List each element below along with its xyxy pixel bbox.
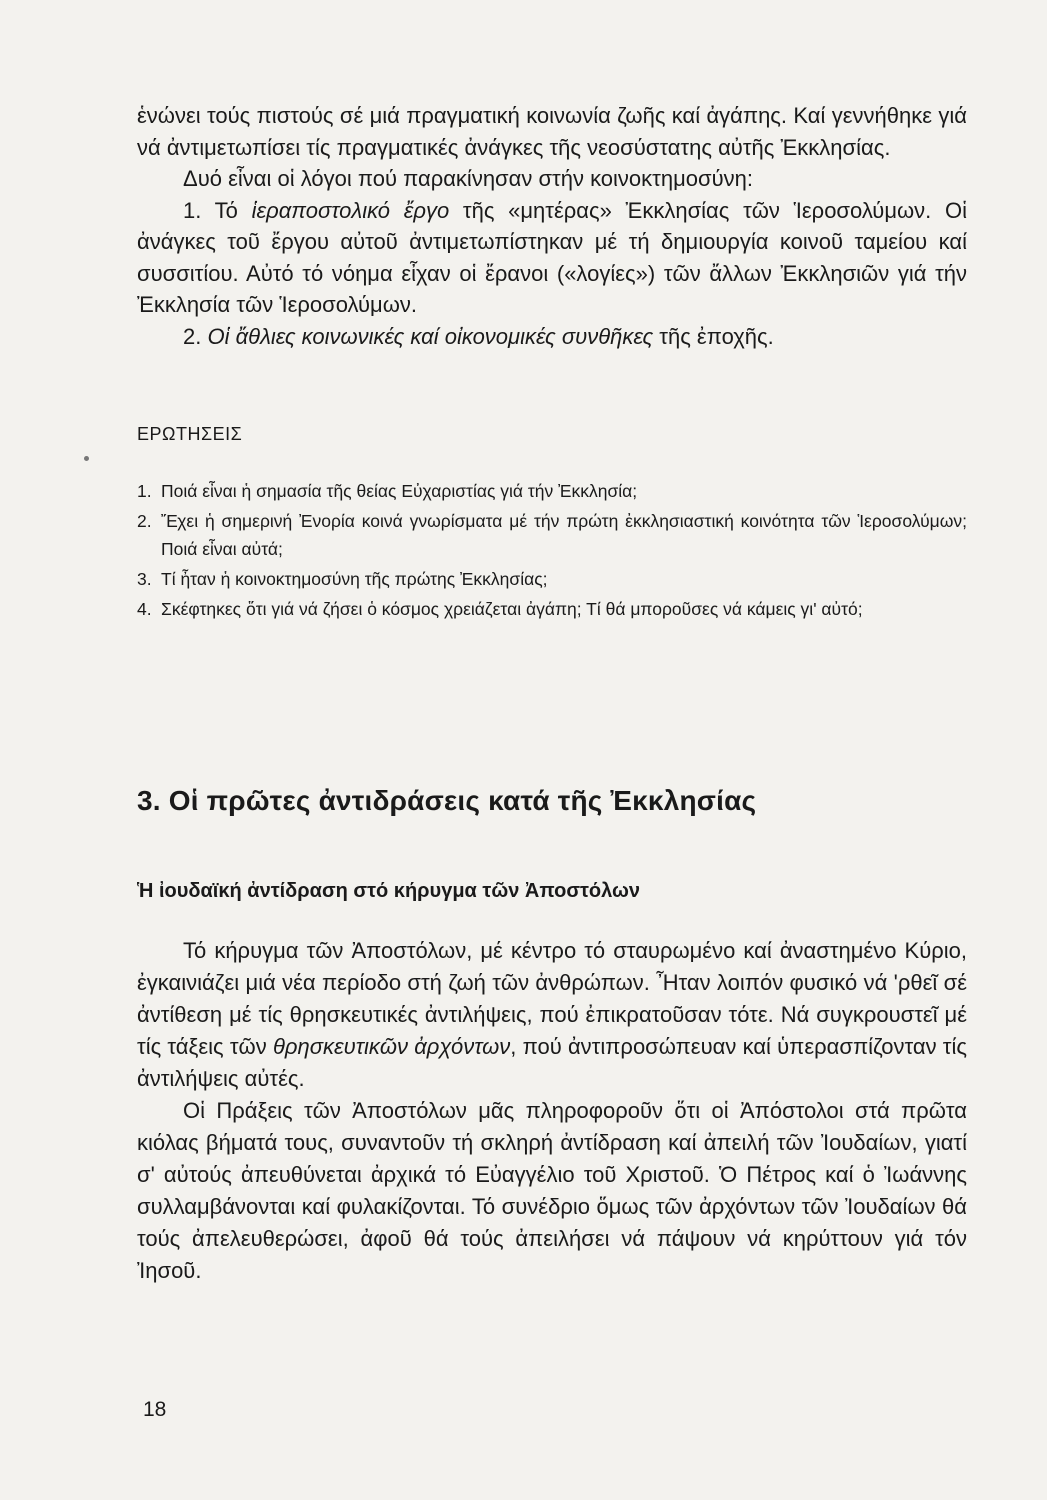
question-item [137,565,967,593]
margin-mark [84,456,89,461]
question-item [137,477,967,505]
section-paragraph-2: Οἱ Πράξεις τῶν Ἀποστόλων μᾶς πληροφοροῦν ὅτι οἱ Ἀπόστολοι στά πρῶτα κιόλας βήματά τους, συναντοῦν τή σκληρή ἀντίδραση καί ἀπειλή τῶν Ἰουδαίων, γιατί σ' αὐτούς ἀπευθύνεται ἀρχικά τό Εὐαγγέλιο τοῦ Χριστοῦ. Ὁ Πέτρος καί ὁ Ἰωάννης συλλαμβάνονται καί φυλακίζονται. Τό συνέδριο ὅμως τῶν ἀρχόντων τῶν Ἰουδαίων θά τούς ἀπελευθερώσει, ἀφοῦ θά τούς ἀπειλήσει νά πάψουν νά κηρύττουν γιά τόν Ἰησοῦ. [137,1098,967,1283]
section-body [137,935,967,1287]
reason-2-emphasis: Οἱ ἄθλιες κοινωνικές καί οἰκονομικές συνθῆκες [207,323,654,349]
section-title: 3. Οἱ πρῶτες ἀντιδράσεις κατά τῆς Ἐκκλησίας [137,785,757,816]
paragraph-1-emphasis: θρησκευτικῶν ἀρχόντων [272,1034,511,1059]
question-text: Τί ἦταν ἡ κοινοκτημοσύνη τῆς πρώτης Ἐκκλησίας; [161,569,548,589]
question-number: 3. [137,569,152,589]
question-text: Ποιά εἶναι ἡ σημασία τῆς θείας Εὐχαριστίας γιά τήν Ἐκκλησία; [161,481,638,501]
question-item [137,507,967,563]
question-text: Σκέφτηκες ὅτι γιά νά ζήσει ὁ κόσμος χρειάζεται ἀγάπη; Τί θά μποροῦσες νά κάμεις γι' αὐτό; [161,599,863,619]
reason-1 [137,195,967,321]
reason-2 [137,321,967,353]
questions-list [137,477,967,623]
reason-1-emphasis: ἱεραποστολικό ἔργο [251,197,450,223]
reasons-lead: Δυό εἶναι οἱ λόγοι πού παρακίνησαν στήν κοινοκτημοσύνη: [183,166,753,191]
section-paragraph-1 [137,935,967,1095]
reason-2-prefix: 2. [183,323,208,349]
reason-2-rest: τῆς ἐποχῆς. [653,323,774,349]
question-text: Ἔχει ἡ σημερινή Ἐνορία κοινά γνωρίσματα μέ τήν πρώτη ἐκκλησιαστική κοινότητα τῶν Ἱεροσολύμων; Ποιά εἶναι αὐτά; [161,511,967,559]
question-number: 2. [137,511,152,531]
reason-1-rest: τῆς «μητέρας» Ἐκκλησίας τῶν Ἱεροσολύμων. Οἱ ἀνάγκες τοῦ ἔργου αὐτοῦ ἀντιμετωπίστηκαν μέ τή δημιουργία κοινοῦ ταμείου καί συσσιτίου. Αὐτό τό νόημα εἶχαν οἱ ἔρανοι («λογίες») τῶν ἄλλων Ἐκκλησιῶν γιά τήν Ἐκκλησία τῶν Ἱεροσολύμων. [137,197,967,317]
paragraph-1-text-b: , πού ἀντιπροσώπευαν καί ὑπερασπίζονταν τίς ἀντιλήψεις αὐτές. [137,1034,967,1091]
intro-text [137,100,967,352]
page-number: 18 [143,1398,167,1421]
question-number: 1. [137,481,152,501]
question-number: 4. [137,599,152,619]
question-item [137,595,967,623]
intro-paragraph: ἑνώνει τούς πιστούς σέ μιά πραγματική κοινωνία ζωῆς καί ἀγάπης. Καί γεννήθηκε γιά νά ἀντιμετωπίσει τίς πραγματικές ἀνάγκες τῆς νεοσύστατης αὐτῆς Ἐκκλησίας. [137,103,967,160]
reason-1-prefix: 1. Τό [183,197,252,223]
questions-heading: ΕΡΩΤΗΣΕΙΣ [137,424,243,444]
section-subtitle: Ἡ ἰουδαϊκή ἀντίδραση στό κήρυγμα τῶν Ἀποστόλων [137,880,641,902]
paragraph-1-text-a: Τό κήρυγμα τῶν Ἀποστόλων, μέ κέντρο τό σταυρωμένο καί ἀναστημένο Κύριο, ἐγκαινιάζει μιά νέα περίοδο στή ζωή τῶν ἀνθρώπων. Ἦταν λοιπόν φυσικό νά 'ρθεῖ σέ ἀντίθεση μέ τίς θρησκευτικές ἀντιλήψεις, πού ἐπικρατοῦσαν τότε. Νά συγκρουστεῖ μέ τίς τάξεις τῶν [137,938,967,1059]
